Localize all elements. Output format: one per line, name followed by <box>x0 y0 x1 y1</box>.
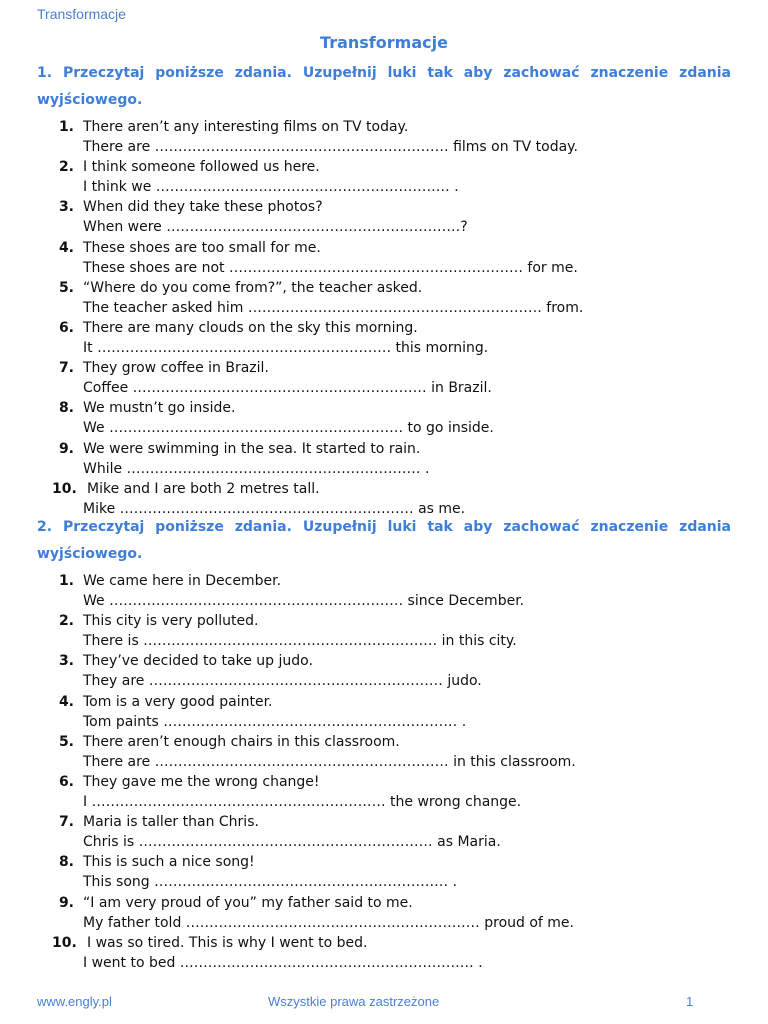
item-sentence: We were swimming in the sea. It started to rain. <box>83 440 421 457</box>
item-number: 10. <box>52 480 77 497</box>
list-item <box>0 852 768 892</box>
item-sentence: They gave me the wrong change! <box>83 773 320 790</box>
item-gap-line: There are ……………………………………………………… in this classroom. <box>83 753 576 770</box>
item-number: 2. <box>58 159 74 176</box>
item-number: 4. <box>58 693 74 710</box>
item-gap-line: When were ………………………………………………………? <box>83 219 468 236</box>
list-item <box>0 933 768 973</box>
item-gap-line: Coffee ……………………………………………………… in Brazil. <box>83 380 492 397</box>
item-sentence: I was so tired. This is why I went to bed. <box>87 934 368 951</box>
footer-rights-text: Wszystkie prawa zastrzeżone <box>268 994 440 1009</box>
list-item <box>0 893 768 933</box>
item-number: 7. <box>58 814 74 831</box>
item-number: 3. <box>58 199 74 216</box>
item-gap-line: It ……………………………………………………… this morning. <box>83 339 489 356</box>
list-item <box>0 197 768 237</box>
item-number: 2. <box>58 613 74 630</box>
item-number: 10. <box>52 934 77 951</box>
item-sentence: They grow coffee in Brazil. <box>83 360 269 377</box>
section-2-heading: 2. Przeczytaj poniższe zdania. Uzupełnij luki tak aby zachować znaczenie zdania wyjściowego. <box>37 519 731 562</box>
item-number: 6. <box>58 773 74 790</box>
section-1-heading: 1. Przeczytaj poniższe zdania. Uzupełnij luki tak aby zachować znaczenie zdania wyjściowego. <box>37 65 731 108</box>
item-sentence: When did they take these photos? <box>83 199 323 216</box>
item-sentence: This city is very polluted. <box>83 613 259 630</box>
item-sentence: There are many clouds on the sky this morning. <box>83 319 418 336</box>
section-2-question-list <box>0 571 768 973</box>
list-item <box>0 611 768 651</box>
item-number: 7. <box>58 360 74 377</box>
item-number: 3. <box>58 653 74 670</box>
document-title: Transformacje <box>320 33 448 52</box>
item-number: 6. <box>58 319 74 336</box>
list-item <box>0 692 768 732</box>
item-number: 4. <box>58 239 74 256</box>
item-sentence: I think someone followed us here. <box>83 159 320 176</box>
item-gap-line: We ……………………………………………………… since December. <box>83 593 525 609</box>
item-sentence: Maria is taller than Chris. <box>83 814 259 831</box>
item-sentence: We came here in December. <box>83 573 282 589</box>
list-item <box>0 358 768 398</box>
list-item <box>0 571 768 611</box>
item-gap-line: We ……………………………………………………… to go inside. <box>83 420 494 437</box>
item-sentence: “Where do you come from?”, the teacher asked. <box>83 279 423 296</box>
item-sentence: “I am very proud of you” my father said to me. <box>83 894 413 911</box>
list-item <box>0 651 768 691</box>
footer-website-link[interactable]: www.engly.pl <box>37 994 112 1009</box>
item-gap-line: These shoes are not ……………………………………………………… for me. <box>83 259 578 276</box>
item-gap-line: This song ……………………………………………………… . <box>83 874 458 891</box>
item-number: 8. <box>58 400 74 417</box>
item-sentence: We mustn’t go inside. <box>83 400 236 417</box>
item-gap-line: I went to bed ……………………………………………………… . <box>83 954 483 971</box>
item-gap-line: I think we ……………………………………………………… . <box>83 179 459 196</box>
item-gap-line: There is ……………………………………………………… in this city. <box>83 633 517 650</box>
item-sentence: Tom is a very good painter. <box>83 693 273 710</box>
item-number: 5. <box>58 279 74 296</box>
item-gap-line: There are ……………………………………………………… films on TV today. <box>83 139 578 155</box>
item-sentence: This is such a nice song! <box>83 854 255 871</box>
footer-page-number: 1 <box>686 994 694 1009</box>
item-sentence: There aren’t enough chairs in this classroom. <box>83 733 400 750</box>
item-number: 8. <box>58 854 74 871</box>
item-sentence: These shoes are too small for me. <box>83 239 321 256</box>
item-gap-line: I ……………………………………………………… the wrong change. <box>83 793 522 810</box>
list-item <box>0 439 768 479</box>
list-item <box>0 772 768 812</box>
item-sentence: They’ve decided to take up judo. <box>83 653 313 670</box>
list-item <box>0 479 768 519</box>
list-item <box>0 278 768 318</box>
list-item <box>0 398 768 438</box>
item-gap-line: They are ……………………………………………………… judo. <box>83 673 482 690</box>
item-number: 9. <box>58 440 74 457</box>
list-item <box>0 318 768 358</box>
item-gap-line: My father told ……………………………………………………… proud of me. <box>83 914 574 931</box>
item-gap-line: Chris is ……………………………………………………… as Maria. <box>83 834 501 851</box>
item-number: 9. <box>58 894 74 911</box>
item-sentence: Mike and I are both 2 metres tall. <box>87 480 320 497</box>
list-item <box>0 732 768 772</box>
item-sentence: There aren’t any interesting films on TV today. <box>83 119 409 135</box>
item-gap-line: The teacher asked him ……………………………………………………… from. <box>83 299 584 316</box>
item-number: 1. <box>58 573 74 589</box>
list-item <box>0 238 768 278</box>
running-header-title: Transformacje <box>37 6 126 22</box>
list-item <box>0 117 768 157</box>
item-gap-line: Tom paints ……………………………………………………… . <box>83 713 467 730</box>
list-item <box>0 157 768 197</box>
item-gap-line: Mike ……………………………………………………… as me. <box>83 500 466 517</box>
section-1-question-list <box>0 117 768 519</box>
item-number: 5. <box>58 733 74 750</box>
list-item <box>0 812 768 852</box>
item-gap-line: While ……………………………………………………… . <box>83 460 430 477</box>
item-number: 1. <box>58 119 74 135</box>
